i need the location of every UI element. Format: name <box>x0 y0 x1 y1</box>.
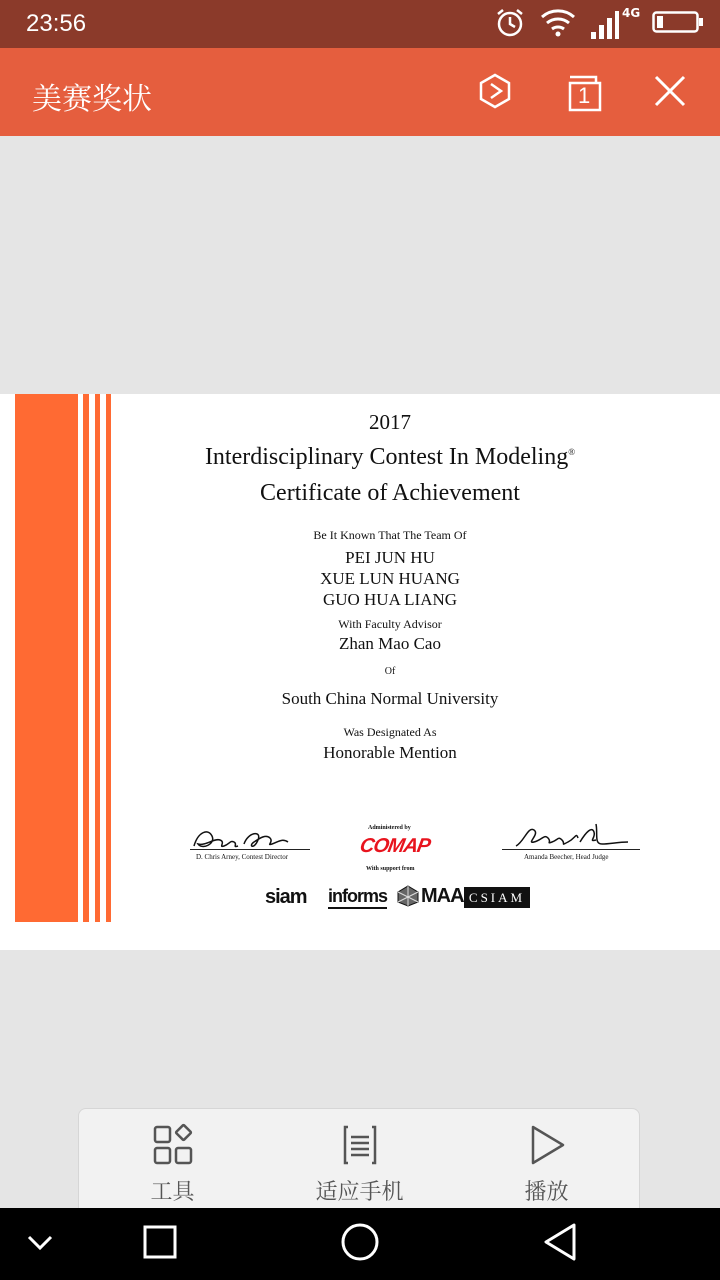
award-level: Honorable Mention <box>323 743 457 762</box>
maa-logo-icon <box>396 884 420 908</box>
fit-screen-icon <box>338 1123 382 1167</box>
of-label: Of <box>384 666 396 677</box>
back-button[interactable] <box>530 1220 590 1268</box>
navigation-bar <box>0 1208 720 1280</box>
battery-icon <box>652 9 704 39</box>
cert-intro: Be It Known That The Team Of <box>313 528 467 542</box>
app-bar <box>0 48 720 136</box>
maa-logo: MAA <box>421 885 464 907</box>
siam-logo: siam <box>265 886 307 908</box>
informs-logo: informs <box>328 886 387 909</box>
university-name: South China Normal University <box>281 689 499 708</box>
recents-button[interactable] <box>130 1220 190 1268</box>
page-count: 1 <box>578 83 591 108</box>
grid-tools-icon <box>151 1123 195 1167</box>
send-icon <box>476 72 514 114</box>
signal-icon <box>590 6 641 42</box>
decor-stripe-wide <box>15 394 78 922</box>
document-page[interactable] <box>0 394 720 950</box>
designated-label: Was Designated As <box>343 725 437 739</box>
team-member: GUO HUA LIANG <box>322 590 458 609</box>
advisor-label: With Faculty Advisor <box>338 617 442 631</box>
decor-stripe <box>83 394 89 922</box>
cert-contest <box>110 444 670 471</box>
bottom-toolbar <box>78 1108 640 1208</box>
fit-phone-label: 适应手机 <box>315 1180 404 1205</box>
judge-caption: Amanda Beecher, Head Judge <box>524 853 609 861</box>
advisor-name: Zhan Mao Cao <box>339 634 441 653</box>
hide-nav-button[interactable] <box>10 1220 70 1268</box>
chevron-down-icon <box>26 1232 54 1256</box>
signature-line <box>502 849 640 850</box>
page-switch-button[interactable] <box>558 68 608 118</box>
play-icon <box>525 1123 569 1167</box>
home-button[interactable] <box>330 1220 390 1268</box>
circle-icon <box>340 1222 380 1266</box>
send-button[interactable] <box>470 68 520 118</box>
back-triangle-icon <box>542 1222 578 1266</box>
pages-icon <box>563 73 603 113</box>
signature-line <box>190 849 310 850</box>
decor-stripe <box>95 394 100 922</box>
play-label: 播放 <box>524 1180 569 1205</box>
csiam-logo: CSIAM <box>464 887 530 908</box>
status-time: 23:56 <box>26 10 87 37</box>
alarm-icon <box>494 6 526 42</box>
fit-phone-button[interactable] <box>266 1109 453 1209</box>
team-member: XUE LUN HUANG <box>320 569 460 588</box>
comap-logo: COMAP <box>358 835 432 857</box>
team-member: PEI JUN HU <box>345 548 435 567</box>
support-label: With support from <box>366 866 415 872</box>
close-icon <box>653 74 687 112</box>
status-bar <box>0 0 720 48</box>
cert-year: 2017 <box>369 410 411 434</box>
cert-subtitle: Certificate of Achievement <box>260 480 520 506</box>
tools-label: 工具 <box>150 1180 195 1205</box>
play-button[interactable] <box>453 1109 640 1209</box>
network-type: 4G <box>622 6 641 20</box>
tools-button[interactable] <box>79 1109 266 1209</box>
wifi-icon <box>540 7 576 41</box>
status-icons <box>494 6 704 42</box>
contest-name: Interdisciplinary Contest In Modeling <box>204 444 569 470</box>
document-title: 美赛奖状 <box>32 82 152 117</box>
decor-stripe <box>106 394 111 922</box>
close-button[interactable] <box>645 68 695 118</box>
administered-label: Administered by <box>368 825 411 831</box>
square-icon <box>142 1224 178 1264</box>
registered-mark: ® <box>568 447 576 457</box>
director-caption: D. Chris Arney, Contest Director <box>196 853 289 861</box>
